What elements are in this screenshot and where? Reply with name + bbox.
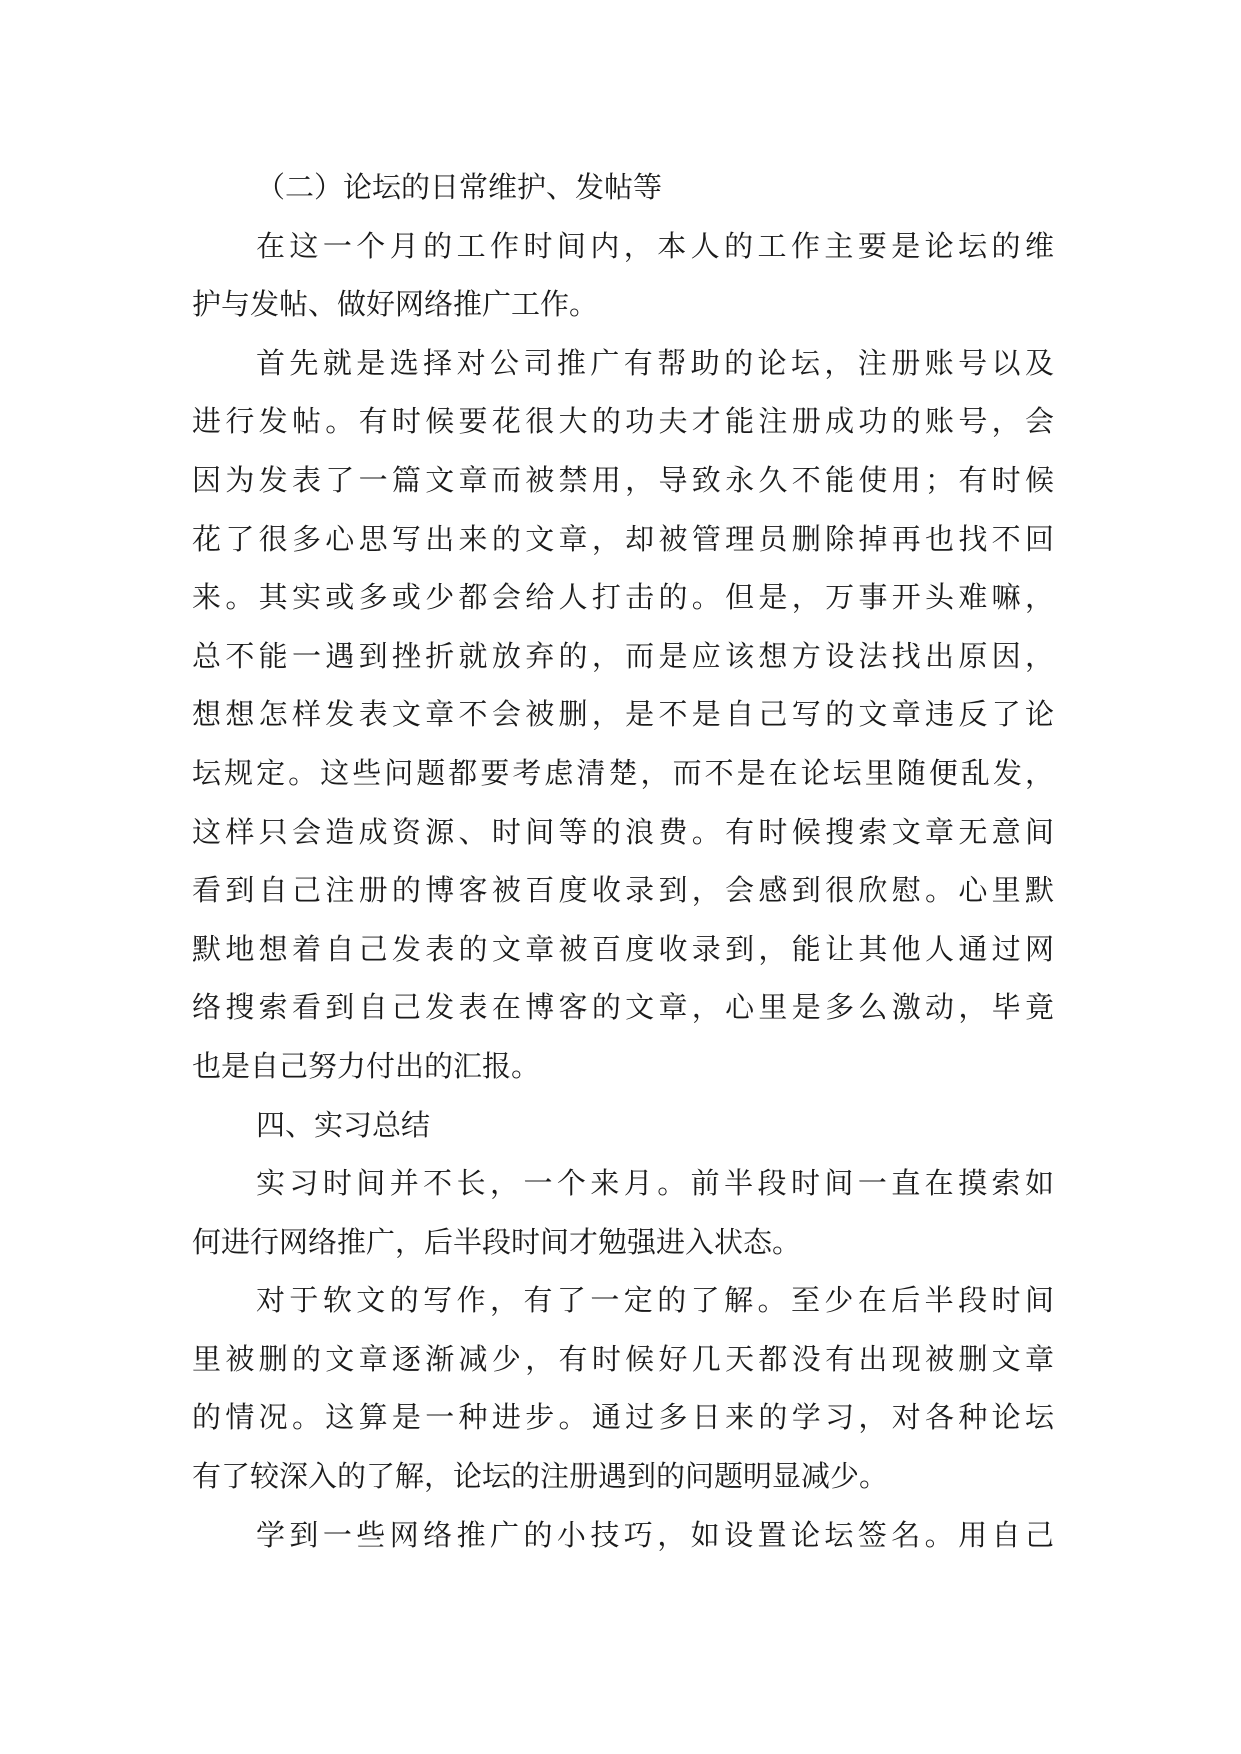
text-line: 看到自己注册的博客被百度收录到，会感到很欣慰。心里默	[192, 873, 1054, 908]
text-line: 总不能一遇到挫折就放弃的，而是应该想方设法找出原因，	[192, 638, 1054, 673]
text-line: 实习时间并不长，一个来月。前半段时间一直在摸索如	[256, 1166, 1054, 1201]
text-line: 护与发帖、做好网络推广工作。	[192, 287, 599, 322]
text-line: 也是自己努力付出的汇报。	[192, 1048, 541, 1083]
text-line: 里被删的文章逐渐减少，有时候好几天都没有出现被删文章	[192, 1341, 1054, 1376]
text-line: 这样只会造成资源、时间等的浪费。有时候搜索文章无意间	[192, 814, 1054, 849]
text-line: 四、实习总结	[256, 1107, 431, 1142]
text-line: 进行发帖。有时候要花很大的功夫才能注册成功的账号，会	[192, 404, 1054, 439]
text-line: 络搜索看到自己发表在博客的文章，心里是多么激动，毕竟	[192, 990, 1054, 1025]
text-line: 花了很多心思写出来的文章，却被管理员删除掉再也找不回	[192, 521, 1054, 556]
document-body	[192, 158, 1054, 1564]
text-line: 默地想着自己发表的文章被百度收录到，能让其他人通过网	[192, 931, 1054, 966]
text-line: 的情况。这算是一种进步。通过多日来的学习，对各种论坛	[192, 1400, 1054, 1435]
text-line: 学到一些网络推广的小技巧，如设置论坛签名。用自己	[256, 1517, 1054, 1552]
text-line: （二）论坛的日常维护、发帖等	[256, 170, 663, 204]
text-line: 因为发表了一篇文章而被禁用，导致永久不能使用；有时候	[192, 462, 1054, 497]
text-line: 有了较深入的了解，论坛的注册遇到的问题明显减少。	[192, 1459, 889, 1494]
text-line: 坛规定。这些问题都要考虑清楚，而不是在论坛里随便乱发，	[192, 755, 1054, 790]
text-line: 想想怎样发表文章不会被删，是不是自己写的文章违反了论	[192, 697, 1054, 732]
text-line: 对于软文的写作，有了一定的了解。至少在后半段时间	[256, 1283, 1054, 1318]
text-line: 何进行网络推广，后半段时间才勉强进入状态。	[192, 1224, 802, 1259]
text-line: 来。其实或多或少都会给人打击的。但是，万事开头难嘛，	[192, 580, 1054, 615]
text-line: 在这一个月的工作时间内，本人的工作主要是论坛的维	[256, 228, 1054, 263]
text-line: 首先就是选择对公司推广有帮助的论坛，注册账号以及	[256, 345, 1054, 380]
